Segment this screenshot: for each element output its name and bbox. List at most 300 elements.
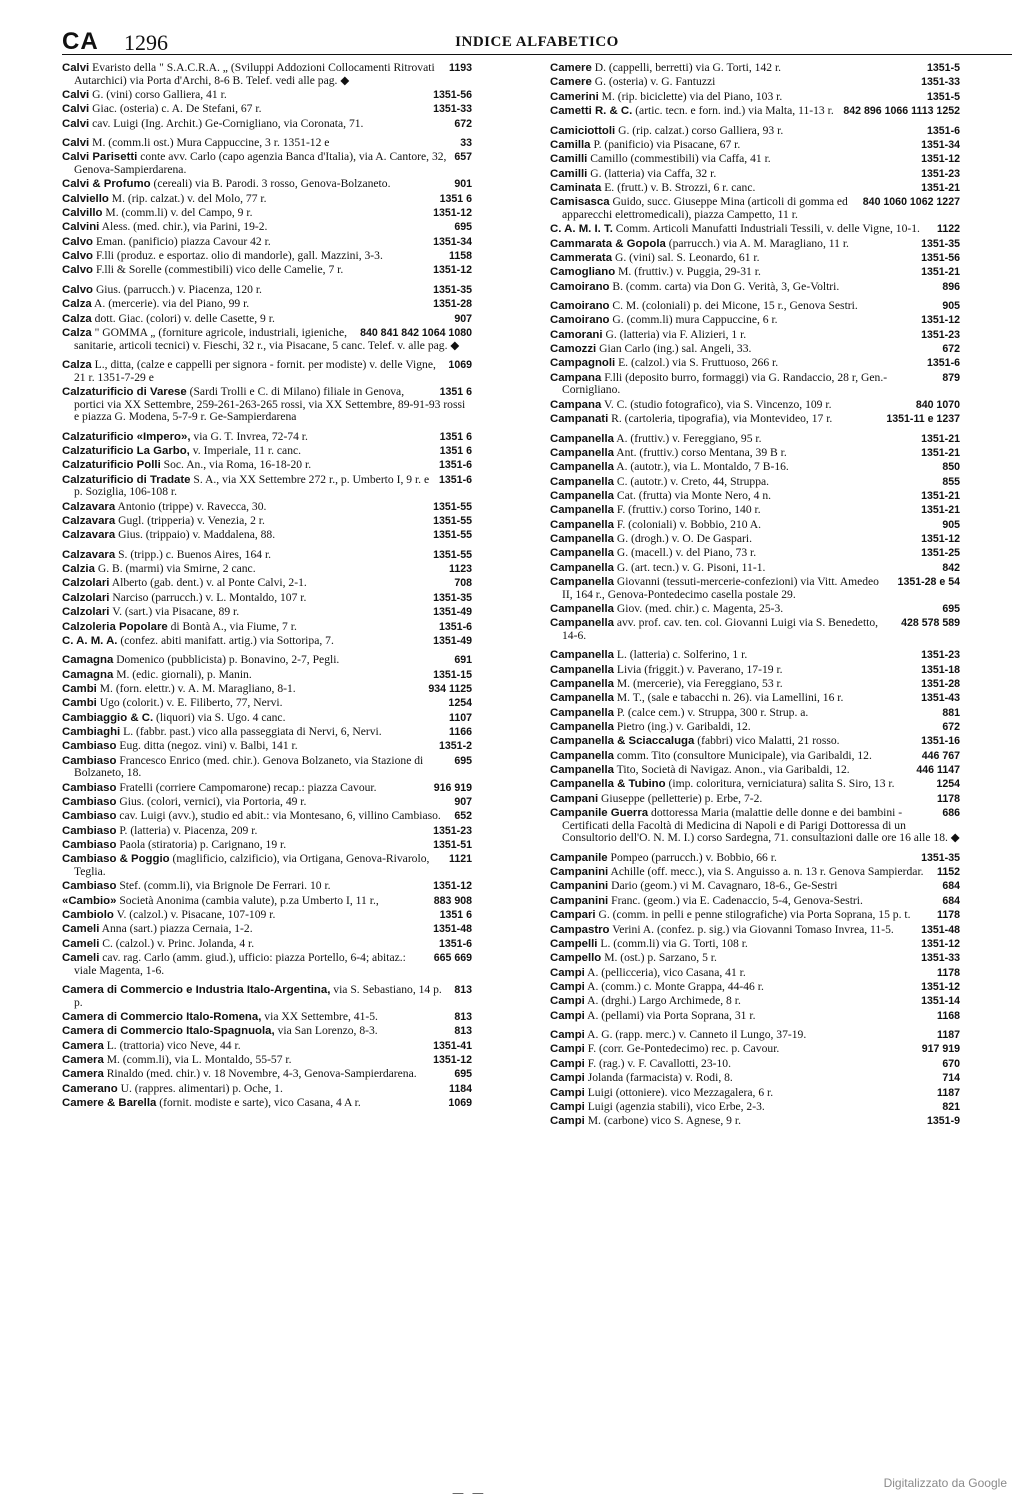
entry-name: Campanella	[550, 446, 614, 459]
section-code: CA	[62, 28, 99, 55]
entry-name: Campi	[550, 1086, 585, 1099]
directory-entry	[62, 669, 472, 682]
entry-name: Cametti R. & C.	[550, 105, 633, 118]
entry-name: Calvo	[62, 250, 94, 263]
entry-details: G. (vini) sal. S. Leonardo, 61 r.	[614, 250, 760, 264]
entry-details: G. B. (marmi) via Smirne, 2 canc.	[97, 562, 256, 576]
entry-page-refs: 695	[454, 1068, 472, 1081]
directory-entry	[62, 839, 472, 852]
directory-entry	[62, 782, 472, 795]
entry-page-refs: 1351-21	[921, 504, 960, 517]
entry-page-refs: 1351-21	[921, 432, 960, 445]
entry-details: " GOMMA „ (forniture agricole, industriali, igieniche, sanitarie, articoli tecnici) v. Fieschi, 32 r., via Pisacane, 5 canc. Telef. v. alle pag. ◆	[74, 326, 460, 352]
directory-entry	[550, 1101, 960, 1114]
entry-details: Comm. Articoli Manufatti Industriali Tessili, v. delle Vigne, 10-1.	[615, 222, 920, 236]
directory-entry	[62, 621, 472, 634]
directory-entry	[550, 266, 960, 279]
entry-page-refs: 1351-16	[921, 735, 960, 748]
directory-entry	[550, 238, 960, 251]
directory-entry	[62, 431, 472, 444]
entry-page-refs: 446 1147	[916, 764, 960, 777]
entry-details: Stef. (comm.li), via Brignole De Ferrari. 10 r.	[119, 879, 331, 893]
entry-name: Campi	[550, 1100, 585, 1113]
directory-entry	[550, 399, 960, 412]
entry-name: Campi	[550, 980, 585, 993]
entry-page-refs: 1351-14	[921, 995, 960, 1008]
entry-details: Paola (stiratoria) p. Carignano, 19 r.	[119, 838, 287, 852]
entry-name: Calvini	[62, 221, 100, 234]
entry-page-refs: 1152	[937, 866, 960, 879]
directory-entry	[550, 504, 960, 517]
entry-page-refs: 850	[942, 461, 960, 474]
entry-page-refs: 879	[942, 371, 960, 384]
entry-name: Calzaturificio «Impero»,	[62, 430, 191, 443]
entry-page-refs: 905	[942, 518, 960, 531]
entry-details: (confez. abiti manifatt. artig.) via Sottoripa, 7.	[120, 633, 334, 647]
directory-entry	[550, 866, 960, 879]
directory-entry	[62, 683, 472, 696]
entry-name: Camera	[62, 1054, 104, 1067]
entry-page-refs: 1168	[937, 1009, 960, 1022]
entry-name: Cambi	[62, 683, 97, 696]
directory-entry	[62, 984, 472, 1009]
page-number: 1296	[124, 30, 168, 55]
entry-details: Ugo (colorit.) v. E. Filiberto, 77, Nervi.	[99, 696, 283, 710]
entry-page-refs: 896	[942, 280, 960, 293]
directory-entry	[62, 284, 472, 297]
directory-entry	[550, 750, 960, 763]
entry-name: Campanella	[550, 692, 614, 705]
entry-details: Giac. (osteria) c. A. De Stefani, 67 r.	[92, 102, 262, 116]
directory-entry	[550, 721, 960, 734]
entry-details: Rinaldo (med. chir.) v. 18 Novembre, 4-3, Genova-Sampierdarena.	[106, 1067, 417, 1081]
entry-details: Livia (friggit.) v. Paverano, 17-19 r.	[616, 662, 783, 676]
entry-page-refs: 1351-9	[927, 1115, 960, 1128]
entry-page-refs: 1351-12	[433, 207, 472, 220]
entry-page-refs: 855	[942, 475, 960, 488]
entry-details: A. (drghi.) Largo Archimede, 8 r.	[587, 994, 741, 1008]
entry-details: C. M. (coloniali) p. dei Micone, 15 r., Genova Sestri.	[612, 299, 858, 313]
entry-details: Giov. (med. chir.) c. Magenta, 25-3.	[616, 601, 784, 615]
directory-entry	[62, 1068, 472, 1081]
entry-name: Campanile	[550, 851, 608, 864]
entry-name: Campanini	[550, 866, 609, 879]
entry-details: cav. Luigi (Ing. Archit.) Ge-Cornigliano, via Coronata, 71.	[92, 116, 364, 130]
directory-entry	[62, 755, 472, 780]
entry-page-refs: 1351-6	[927, 124, 960, 137]
entry-name: Campanella	[550, 504, 614, 517]
directory-entry	[62, 635, 472, 648]
entry-details: P. (panificio) via Pisacane, 67 r.	[593, 137, 741, 151]
directory-entry	[550, 139, 960, 152]
entry-details: B. (comm. carta) via Don G. Verità, 3, Ge-Voltri.	[612, 279, 840, 293]
entry-details: G. (rip. calzat.) corso Galliera, 93 r.	[618, 123, 784, 137]
entry-page-refs: 33	[460, 137, 472, 150]
directory-entry	[62, 563, 472, 576]
entry-page-refs: 1351-21	[921, 446, 960, 459]
directory-entry	[62, 62, 472, 87]
entry-page-refs: 1351-21	[921, 181, 960, 194]
directory-entry	[62, 549, 472, 562]
entry-page-refs: 1351-6	[439, 459, 472, 472]
entry-details: Luigi (agenzia stabili), vico Erbe, 2-3.	[587, 1099, 765, 1113]
entry-page-refs: 695	[454, 221, 472, 234]
directory-entry	[550, 105, 960, 118]
entry-page-refs: 1351-6	[439, 473, 472, 486]
directory-entry	[550, 1010, 960, 1023]
directory-entry	[550, 461, 960, 474]
entry-details: V. (sart.) via Pisacane, 89 r.	[112, 605, 240, 619]
entry-page-refs: 670	[942, 1057, 960, 1070]
directory-entry	[62, 909, 472, 922]
entry-details: A. (fruttiv.) v. Fereggiano, 95 r.	[616, 431, 762, 445]
entry-details: dottoressa Maria (malattie delle donne e dei bambini - Certificati della Facoltà di Medicina di Napoli e di Parigi Dottoressa di un Consultorio dell'O. N. M. I.) corso Sardegna, 71. consultazioni dalle ore 16 alle 18. ◆	[562, 806, 960, 845]
right-column	[550, 62, 960, 1128]
entry-details: M. (edic. giornali), p. Manin.	[116, 667, 252, 681]
entry-details: via S. Sebastiano, 14 p. p.	[74, 983, 442, 1009]
entry-page-refs: 1351-6	[439, 937, 472, 950]
directory-entry	[550, 981, 960, 994]
entry-page-refs: 1351 6	[439, 430, 472, 443]
directory-entry	[62, 740, 472, 753]
entry-details: A. G. (rapp. merc.) v. Canneto il Lungo, 37-19.	[587, 1028, 807, 1042]
entry-details: dott. Giac. (colori) v. delle Casette, 9 r.	[94, 311, 275, 325]
entry-details: Francesco Enrico (med. chir.). Genova Bolzaneto, via Stazione di Bolzaneto, 18.	[74, 753, 424, 780]
entry-page-refs: 1351-23	[921, 328, 960, 341]
entry-name: Calviello	[62, 192, 109, 205]
entry-name: Calzaturificio di Tradate	[62, 473, 191, 486]
entry-details: L. (latteria) c. Solferino, 1 r.	[616, 648, 748, 662]
entry-details: F. (corr. Ge-Pontedecimo) rec. p. Cavour.	[587, 1042, 780, 1056]
entry-name: Calzavara	[62, 529, 116, 542]
entry-page-refs: 1351-12	[433, 880, 472, 893]
entry-page-refs: 1351-55	[433, 529, 472, 542]
directory-entry	[550, 76, 960, 89]
entry-details: Tito, Società di Navigaz. Anon., via Garibaldi, 12.	[616, 763, 850, 777]
entry-name: Camera	[62, 1039, 104, 1052]
directory-entry	[550, 909, 960, 922]
entry-name: Campi	[550, 1009, 585, 1022]
directory-entry	[550, 357, 960, 370]
entry-page-refs: 1351-5	[927, 62, 960, 74]
entry-page-refs: 1351-33	[433, 103, 472, 116]
entry-name: Calzolari	[62, 606, 110, 619]
directory-entry	[550, 252, 960, 265]
directory-entry	[550, 735, 960, 748]
directory-entry	[62, 193, 472, 206]
directory-entry	[62, 236, 472, 249]
entry-page-refs: 1351-11 e 1237	[886, 413, 960, 426]
entry-page-refs: 1351-41	[433, 1039, 472, 1052]
directory-entry	[550, 852, 960, 865]
entry-page-refs: 1351 6	[439, 444, 472, 457]
entry-name: Campari	[550, 909, 596, 922]
entry-details: Evaristo della " S.A.C.R.A. „ (Sviluppi Addozioni Collocamenti Ritrovati Autarchici) via Porta d'Archi, 8-6 B. Telef. vedi alle pag. ◆	[74, 61, 435, 87]
entry-page-refs: 1351 6	[439, 385, 472, 398]
entry-page-refs: 1351-56	[433, 88, 472, 101]
entry-name: Camerini	[550, 90, 599, 103]
directory-entry	[550, 649, 960, 662]
entry-name: Campanella	[550, 489, 614, 502]
entry-page-refs: 1351-33	[921, 76, 960, 89]
entry-details: Giovanni (tessuti-mercerie-confezioni) via Vitt. Amedeo II, 164 r., Genova-Pontedecimo casella postale 29.	[562, 575, 879, 601]
directory-entry	[62, 726, 472, 739]
entry-page-refs: 1123	[449, 563, 472, 576]
entry-name: Calza	[62, 327, 92, 339]
entry-name: Cambiaso	[62, 781, 117, 794]
entry-page-refs: 1351-21	[921, 266, 960, 279]
entry-page-refs: 1187	[937, 1029, 960, 1042]
directory-entry	[62, 501, 472, 514]
directory-entry	[62, 880, 472, 893]
entry-page-refs: 905	[942, 300, 960, 313]
entry-details: M. (forn. elettr.) v. A. M. Maragliano, 8-1.	[99, 682, 296, 696]
entry-page-refs: 813	[454, 984, 472, 997]
entry-details: G. (latteria) via Caffa, 32 r.	[590, 166, 717, 180]
directory-entry	[550, 413, 960, 426]
entry-name: Camoirano	[550, 280, 610, 293]
entry-page-refs: 686	[942, 807, 960, 820]
entry-details: Eug. ditta (negoz. vini) v. Balbi, 141 r.	[119, 739, 298, 753]
entry-details: conte avv. Carlo (capo agenzia Banca d'Italia), via A. Cantore, 32, Genova-Sampierdarena.	[74, 150, 447, 177]
entry-details: (cereali) via B. Parodi. 3 rosso, Genova-Bolzaneto.	[153, 177, 391, 191]
directory-entry	[62, 474, 472, 499]
entry-name: Cameli	[62, 937, 100, 950]
entry-details: Fratelli (corriere Campomarone) recap.: piazza Cavour.	[119, 780, 377, 794]
entry-page-refs: 821	[942, 1100, 960, 1113]
entry-name: Calvi	[62, 62, 90, 74]
entry-name: Camere	[550, 76, 592, 89]
entry-page-refs: 840 1060 1062 1227	[862, 196, 960, 209]
entry-name: Campanini	[550, 880, 609, 893]
entry-page-refs: 1351-49	[433, 606, 472, 619]
directory-entry	[62, 103, 472, 116]
entry-details: Verini A. (confez. p. sig.) via Giovanni Tomaso Invrea, 11-5.	[612, 922, 894, 936]
entry-details: L. (fabbr. past.) vico alla passeggiata di Nervi, 6, Nervi.	[123, 725, 382, 739]
entry-details: (fornit. modiste e sarte), vico Casana, 4 A r.	[159, 1096, 361, 1110]
entry-details: Guido, succ. Giuseppe Mina (articoli di gomma ed apparecchi elettromedicali), piazza Campetto, 11 r.	[562, 195, 848, 221]
directory-entry	[62, 895, 472, 908]
entry-details: Antonio (trippe) v. Ravecca, 30.	[117, 499, 267, 513]
entry-details: cav. rag. Carlo (amm. giud.), ufficio: piazza Portello, 6-4; abitaz.: viale Magenta, 1-6.	[74, 951, 406, 977]
entry-details: L. (comm.li) via G. Torti, 108 r.	[600, 936, 748, 950]
directory-entry	[550, 678, 960, 691]
entry-name: Campello	[550, 952, 602, 965]
directory-entry	[550, 372, 960, 397]
entry-name: Campi	[550, 1057, 585, 1070]
entry-name: Campanella	[550, 749, 614, 762]
entry-details: A. (comm.) c. Monte Grappa, 44-46 r.	[587, 979, 764, 993]
entry-name: Calvi Parisetti	[62, 151, 138, 164]
entry-page-refs: 1351-43	[921, 692, 960, 705]
directory-entry	[550, 617, 960, 642]
entry-page-refs: 1351-35	[433, 591, 472, 604]
entry-name: Camera di Commercio Italo-Romena,	[62, 1011, 262, 1023]
entry-page-refs: 1351-51	[433, 839, 472, 852]
directory-entry	[550, 1087, 960, 1100]
entry-page-refs: 1351-49	[433, 634, 472, 647]
entry-name: Campanella	[550, 518, 614, 531]
entry-details: via XX Settembre, 41-5.	[264, 1010, 378, 1023]
entry-name: Calvi	[62, 137, 90, 150]
entry-page-refs: 881	[942, 706, 960, 719]
directory-entry	[62, 952, 472, 977]
entry-page-refs: 1178	[937, 792, 960, 805]
entry-details: M. (fruttiv.) v. Puggia, 29-31 r.	[618, 265, 761, 279]
entry-details: G. (comm.li) mura Cappuccine, 6 r.	[612, 313, 778, 327]
entry-page-refs: 672	[942, 721, 960, 734]
entry-page-refs: 1351-56	[921, 251, 960, 264]
entry-page-refs: 1351-6	[439, 620, 472, 633]
entry-page-refs: 1351-5	[927, 90, 960, 103]
entry-name: Camera di Commercio e Industria Italo-Argentina,	[62, 984, 331, 997]
entry-page-refs: 1351-12	[921, 533, 960, 546]
directory-entry	[62, 825, 472, 838]
directory-entry	[62, 853, 472, 878]
directory-entry	[550, 91, 960, 104]
entry-details: C. (autotr.) v. Creto, 44, Struppa.	[616, 474, 770, 488]
entry-page-refs: 1351-34	[921, 138, 960, 151]
entry-details: di Bontà A., via Fiume, 7 r.	[170, 619, 297, 633]
entry-name: Caminata	[550, 181, 602, 194]
entry-page-refs: 714	[942, 1072, 960, 1085]
entry-details: (artic. tecn. e forn. ind.) via Malta, 11-13 r.	[635, 104, 834, 118]
entry-page-refs: 657	[454, 151, 472, 164]
entry-page-refs: 1107	[449, 711, 472, 724]
header-rule	[62, 54, 1012, 55]
directory-entry	[550, 168, 960, 181]
entry-name: Camagna	[62, 654, 114, 667]
directory-entry	[550, 1058, 960, 1071]
entry-page-refs: 1351-2	[439, 740, 472, 753]
directory-entry	[550, 223, 960, 236]
directory-entry	[550, 692, 960, 705]
directory-entry	[62, 221, 472, 234]
entry-details: Camillo (commestibili) via Caffa, 41 r.	[590, 152, 771, 166]
entry-details: Ant. (fruttiv.) corso Mentana, 39 B r.	[616, 445, 787, 459]
entry-details: M. (rip. calzat.) v. del Molo, 77 r.	[111, 191, 267, 205]
directory-entry	[550, 603, 960, 616]
entry-details: avv. prof. cav. ten. col. Giovanni Luigi via S. Benedetto, 14-6.	[562, 616, 879, 642]
directory-entry	[62, 298, 472, 311]
entry-details: G. (comm. in pelli e penne stilografiche) via Porta Soprana, 15 p. t.	[598, 908, 911, 922]
entry-name: Calvi	[62, 88, 90, 101]
entry-details: V. C. (studio fotografico), via S. Vincenzo, 109 r.	[603, 397, 832, 411]
directory-entry	[550, 547, 960, 560]
entry-name: Calzolari	[62, 577, 110, 590]
entry-name: Calzolari	[62, 591, 110, 604]
directory-entry	[550, 793, 960, 806]
entry-page-refs: 1069	[448, 1097, 472, 1110]
entry-page-refs: 813	[454, 1025, 472, 1038]
entry-name: Campanella	[550, 576, 614, 589]
entry-page-refs: 1351-28 e 54	[897, 576, 960, 589]
entry-details: A. (pellami) via Porta Soprana, 31 r.	[587, 1008, 756, 1022]
entry-details: Gius. (parrucch.) v. Piacenza, 120 r.	[95, 282, 262, 296]
entry-name: Campi	[550, 966, 585, 979]
entry-name: Calvi	[62, 103, 90, 116]
entry-details: G. (drogh.) v. O. De Gaspari.	[616, 532, 752, 546]
entry-name: Campanini	[550, 894, 609, 907]
entry-details: Gian Carlo (ing.) sal. Angeli, 33.	[599, 342, 752, 356]
directory-entry	[62, 1011, 472, 1024]
directory-entry	[550, 807, 960, 845]
directory-entry	[550, 182, 960, 195]
entry-details: Gius. (colori, vernici), via Portoria, 49 r.	[119, 795, 307, 809]
entry-name: Campanella	[550, 678, 614, 691]
entry-name: Cameli	[62, 952, 100, 965]
entry-page-refs: 1351-35	[433, 283, 472, 296]
entry-name: Campi	[550, 1029, 585, 1042]
entry-page-refs: 684	[942, 894, 960, 907]
entry-page-refs: 695	[942, 602, 960, 615]
entry-page-refs: 1178	[937, 966, 960, 979]
entry-details: V. (calzol.) v. Pisacane, 107-109 r.	[116, 907, 276, 921]
entry-page-refs: 1351-23	[433, 824, 472, 837]
entry-name: Cammarata & Gopola	[550, 237, 666, 250]
entry-name: Cambiaso	[62, 880, 117, 893]
entry-name: Calza	[62, 312, 92, 325]
entry-page-refs: 1351-25	[921, 547, 960, 560]
page-header	[62, 28, 1012, 54]
entry-page-refs: 1351-23	[921, 649, 960, 662]
entry-details: S. A., via XX Settembre 272 r., p. Umberto I, 9 r. e p. Soziglia, 106-108 r.	[74, 472, 430, 499]
entry-details: Cat. (frutta) via Monte Nero, 4 n.	[616, 488, 772, 502]
entry-page-refs: 1193	[449, 62, 472, 74]
entry-name: «Cambio»	[62, 894, 117, 907]
entry-page-refs: 695	[454, 754, 472, 767]
entry-name: Cambiaggio & C.	[62, 711, 154, 724]
directory-entry	[550, 952, 960, 965]
entry-details: A. (pellicceria), vico Casana, 41 r.	[587, 965, 746, 979]
entry-name: Calvillo	[62, 207, 103, 220]
entry-page-refs: 1122	[937, 223, 960, 236]
entry-details: E. (frutt.) v. B. Strozzi, 6 r. canc.	[604, 180, 756, 194]
entry-page-refs: 1351 6	[439, 192, 472, 205]
entry-details: F. (fruttiv.) corso Torino, 140 r.	[616, 503, 761, 517]
entry-page-refs: 917 919	[921, 1043, 960, 1056]
entry-page-refs: 1121	[449, 853, 472, 866]
entry-name: Cambiaso	[62, 796, 117, 809]
entry-page-refs: 1351-12	[921, 153, 960, 166]
entry-name: Calza	[62, 298, 92, 311]
directory-entry	[550, 62, 960, 75]
entry-page-refs: 1351-23	[921, 167, 960, 180]
directory-entry	[550, 476, 960, 489]
entry-name: Camere	[550, 62, 592, 74]
directory-entry	[62, 1083, 472, 1096]
entry-details: G. (osteria) v. G. Fantuzzi	[594, 75, 716, 89]
entry-name: Campanella	[550, 533, 614, 546]
directory-entry	[550, 562, 960, 575]
directory-entry	[62, 89, 472, 102]
entry-page-refs: 1351-48	[921, 923, 960, 936]
entry-name: Calzaturificio di Varese	[62, 385, 187, 398]
entry-page-refs: 1351-21	[921, 489, 960, 502]
entry-page-refs: 1069	[448, 359, 472, 372]
entry-page-refs: 1351-55	[433, 514, 472, 527]
entry-page-refs: 1351-28	[433, 298, 472, 311]
directory-entry	[62, 386, 472, 424]
entry-page-refs: 934 1125	[428, 683, 472, 696]
entry-page-refs: 1254	[448, 697, 472, 710]
directory-entry	[62, 327, 472, 352]
entry-details: Jolanda (farmacista) v. Rodi, 8.	[587, 1071, 733, 1085]
directory-entry	[62, 1040, 472, 1053]
directory-entry	[550, 153, 960, 166]
entry-name: Campanella	[550, 617, 614, 630]
entry-details: R. (cartoleria, tipografia), via Montevideo, 17 r.	[611, 412, 833, 426]
